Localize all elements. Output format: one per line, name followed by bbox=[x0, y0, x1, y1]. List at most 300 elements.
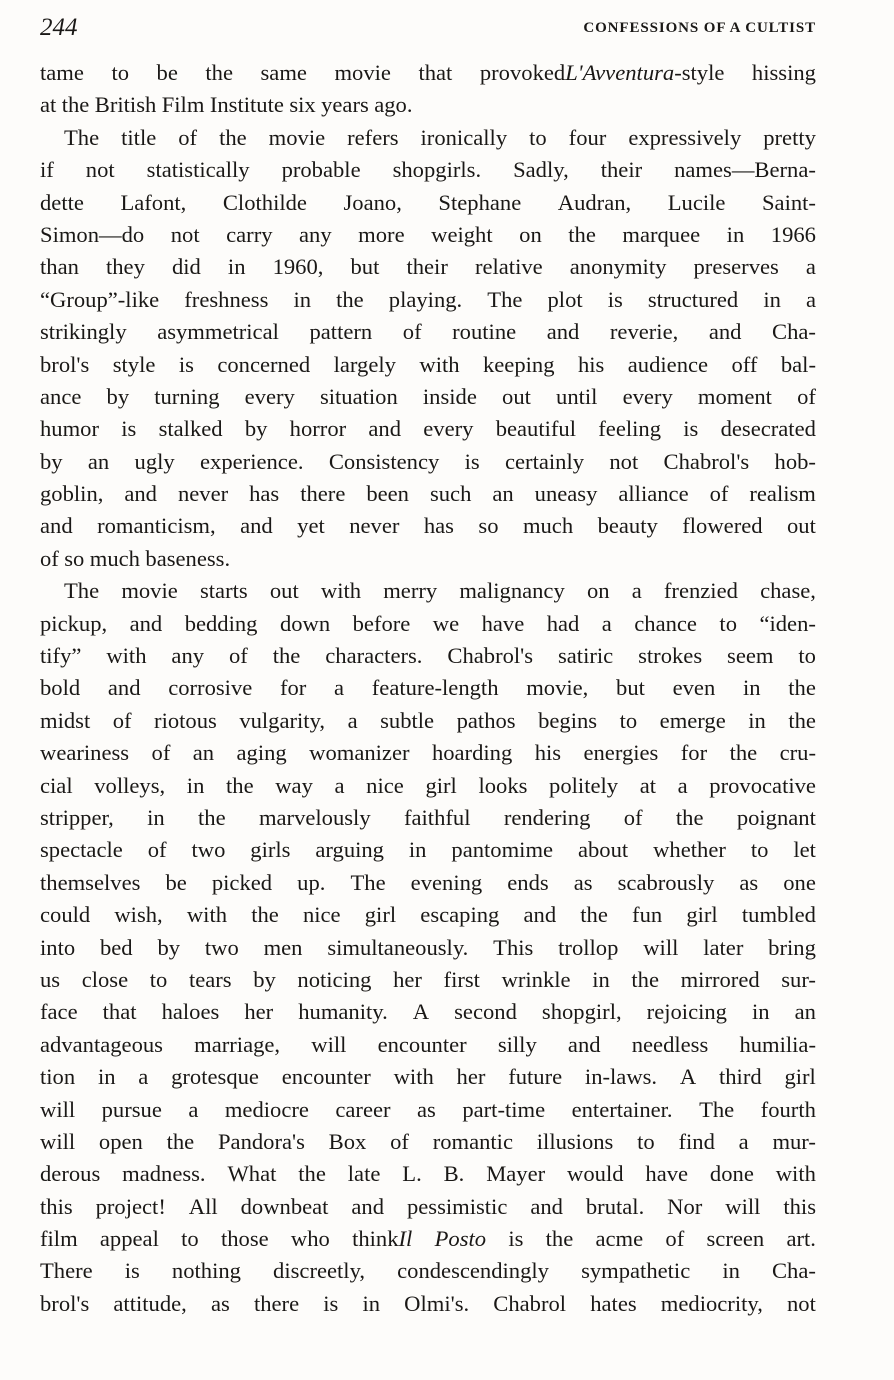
word: horror bbox=[289, 416, 347, 442]
word: has bbox=[249, 481, 280, 507]
word: for bbox=[279, 675, 307, 701]
word: needless bbox=[631, 1031, 709, 1057]
word: pathos bbox=[456, 707, 516, 733]
word: condescendingly bbox=[397, 1258, 549, 1284]
word: and bbox=[40, 513, 73, 539]
text-line bbox=[40, 802, 816, 834]
word: in bbox=[722, 1258, 740, 1284]
word: reverie, bbox=[609, 319, 679, 345]
text-line bbox=[40, 737, 816, 769]
word: not bbox=[85, 157, 115, 183]
word: nice bbox=[366, 772, 404, 798]
word: an bbox=[492, 481, 514, 507]
word: is bbox=[323, 1290, 339, 1316]
word: to bbox=[637, 1128, 655, 1154]
word: A bbox=[679, 1064, 697, 1090]
word: There bbox=[40, 1258, 93, 1284]
word: four bbox=[568, 124, 607, 150]
word: preserves bbox=[693, 254, 779, 280]
word: in bbox=[592, 966, 610, 992]
word: noticing bbox=[297, 966, 372, 992]
word: at bbox=[639, 772, 657, 798]
text-line bbox=[40, 316, 816, 348]
word: with bbox=[419, 351, 460, 377]
word: nice bbox=[302, 902, 341, 928]
word: and bbox=[129, 610, 163, 636]
word: of bbox=[228, 643, 248, 669]
word: pretty bbox=[763, 124, 816, 150]
word: situation bbox=[319, 383, 398, 409]
word: humanity. bbox=[298, 999, 388, 1025]
text-line bbox=[40, 413, 816, 445]
word: one bbox=[783, 869, 816, 895]
word: feature-length bbox=[371, 675, 499, 701]
word: part-time bbox=[462, 1096, 546, 1122]
word: alliance bbox=[618, 481, 689, 507]
word: movie bbox=[121, 578, 178, 604]
word: rendering bbox=[503, 804, 591, 830]
word: audience bbox=[627, 351, 709, 377]
word: weight bbox=[431, 221, 493, 247]
word: experience. bbox=[200, 448, 304, 474]
word: expressively bbox=[628, 124, 742, 150]
text-line bbox=[40, 510, 816, 542]
word: satiric bbox=[557, 643, 614, 669]
word: 1960, bbox=[272, 254, 324, 280]
word: the bbox=[198, 804, 226, 830]
word: a bbox=[677, 772, 688, 798]
word: ends bbox=[507, 869, 549, 895]
word: out bbox=[502, 383, 531, 409]
word: flowered bbox=[682, 513, 763, 539]
word: in bbox=[748, 707, 766, 733]
word: anonymity bbox=[569, 254, 667, 280]
word: womanizer bbox=[309, 740, 410, 766]
word: emerge bbox=[659, 707, 726, 733]
word: subtle bbox=[380, 707, 435, 733]
word: arguing bbox=[315, 837, 384, 863]
word: they bbox=[105, 254, 145, 280]
word: her bbox=[456, 1064, 486, 1090]
text-line bbox=[40, 219, 816, 251]
text-line bbox=[40, 1061, 816, 1093]
word: girl bbox=[425, 772, 457, 798]
word: and bbox=[124, 481, 157, 507]
word: much bbox=[89, 545, 140, 571]
word: mirrored bbox=[680, 966, 760, 992]
word: mediocre bbox=[224, 1096, 309, 1122]
word: their bbox=[406, 254, 448, 280]
word: tears bbox=[188, 966, 232, 992]
word: way bbox=[275, 772, 313, 798]
text-line bbox=[40, 575, 816, 607]
word: the bbox=[729, 740, 758, 766]
word: by bbox=[253, 966, 276, 992]
word: Pandora's bbox=[217, 1128, 305, 1154]
word: off bbox=[731, 351, 758, 377]
word: every bbox=[622, 383, 673, 409]
word: humilia- bbox=[739, 1031, 816, 1057]
word: volleys, bbox=[94, 772, 166, 798]
word: be bbox=[165, 869, 187, 895]
page-number: 244 bbox=[40, 14, 78, 41]
word: her bbox=[244, 999, 274, 1025]
word: is bbox=[464, 448, 480, 474]
word: an bbox=[794, 999, 816, 1025]
word: pursue bbox=[101, 1096, 162, 1122]
word: six bbox=[289, 92, 316, 118]
word: a bbox=[631, 578, 642, 604]
word: if bbox=[40, 157, 54, 183]
word: appeal bbox=[99, 1226, 159, 1252]
word: second bbox=[454, 999, 517, 1025]
word: did bbox=[171, 254, 201, 280]
word: girl bbox=[784, 1064, 816, 1090]
word: movie, bbox=[526, 675, 589, 701]
word: to bbox=[149, 966, 168, 992]
text-line bbox=[40, 446, 816, 478]
word: the bbox=[219, 124, 247, 150]
word: of bbox=[147, 837, 167, 863]
word: What bbox=[227, 1161, 277, 1187]
word: Cha- bbox=[772, 319, 816, 345]
text-line bbox=[40, 640, 816, 672]
word: close bbox=[81, 966, 129, 992]
word: in bbox=[97, 1064, 116, 1090]
word: Joano, bbox=[343, 189, 402, 215]
word: and bbox=[546, 319, 580, 345]
word: up. bbox=[297, 869, 326, 895]
word: face bbox=[40, 999, 78, 1025]
word: looks bbox=[478, 772, 528, 798]
word: hob- bbox=[774, 448, 816, 474]
word: fun bbox=[632, 902, 663, 928]
word: much bbox=[522, 513, 574, 539]
word: but bbox=[350, 254, 380, 280]
word: the bbox=[272, 643, 301, 669]
word: have bbox=[645, 1161, 689, 1187]
text-line bbox=[40, 478, 816, 510]
word: in bbox=[362, 1290, 381, 1316]
word: Consistency bbox=[328, 448, 440, 474]
word: chase, bbox=[760, 578, 816, 604]
word: Chabrol's bbox=[447, 643, 534, 669]
word: as bbox=[210, 1290, 230, 1316]
word: by bbox=[106, 383, 130, 409]
word: B. bbox=[443, 1161, 465, 1187]
word: their bbox=[600, 157, 643, 183]
word: faithful bbox=[403, 804, 471, 830]
word: carry bbox=[226, 221, 273, 247]
word: stripper, bbox=[40, 804, 114, 830]
word: is bbox=[124, 1258, 140, 1284]
text-line bbox=[40, 1126, 816, 1158]
word: A bbox=[412, 999, 430, 1025]
word: encounter bbox=[377, 1031, 467, 1057]
word: Lafont, bbox=[120, 189, 187, 215]
word: marriage, bbox=[194, 1031, 281, 1057]
word: sur- bbox=[781, 966, 816, 992]
word: and bbox=[530, 1193, 563, 1219]
text-line bbox=[40, 89, 816, 121]
word: and bbox=[240, 513, 273, 539]
word: and bbox=[107, 675, 141, 701]
word: plot bbox=[547, 286, 583, 312]
word: hoarding bbox=[431, 740, 513, 766]
word: weariness bbox=[40, 740, 130, 766]
word: downbeat bbox=[240, 1193, 329, 1219]
word: Posto bbox=[434, 1226, 487, 1252]
word: project! bbox=[95, 1193, 166, 1219]
word: down bbox=[279, 610, 331, 636]
word: politely bbox=[549, 772, 619, 798]
word: desecrated bbox=[720, 416, 816, 442]
word: hissing bbox=[751, 60, 816, 85]
word: an bbox=[87, 448, 110, 474]
word: baseness. bbox=[145, 545, 231, 571]
word: to bbox=[181, 1226, 199, 1252]
word: madness. bbox=[122, 1161, 206, 1187]
word: the bbox=[675, 804, 704, 830]
word: of bbox=[178, 124, 198, 150]
word: shopgirls. bbox=[392, 157, 482, 183]
word: there bbox=[300, 481, 346, 507]
word: with bbox=[106, 643, 147, 669]
word: brol's bbox=[40, 1290, 90, 1316]
word: the bbox=[631, 966, 659, 992]
word: Mayer bbox=[486, 1161, 546, 1187]
word: begins bbox=[538, 707, 598, 733]
word: wish, bbox=[114, 902, 163, 928]
word: the bbox=[205, 60, 233, 85]
word: “iden- bbox=[759, 610, 816, 636]
word: than bbox=[40, 254, 79, 280]
word: on bbox=[586, 578, 610, 604]
word: bed bbox=[99, 934, 133, 960]
word: pessimistic bbox=[406, 1193, 508, 1219]
word: done bbox=[709, 1161, 754, 1187]
word: relative bbox=[474, 254, 543, 280]
word: is bbox=[178, 351, 194, 377]
word: turning bbox=[154, 383, 220, 409]
word: a bbox=[805, 254, 816, 280]
text-line bbox=[40, 867, 816, 899]
word: film bbox=[40, 1226, 78, 1252]
word: in bbox=[227, 254, 246, 280]
word: beautiful bbox=[495, 416, 577, 442]
word: is bbox=[607, 286, 623, 312]
word: in bbox=[752, 999, 770, 1025]
word: a bbox=[334, 675, 345, 701]
word: and bbox=[523, 902, 557, 928]
text-line bbox=[40, 608, 816, 640]
word: British bbox=[94, 92, 157, 118]
word: has bbox=[423, 513, 454, 539]
word: will bbox=[643, 934, 679, 960]
word: Audran, bbox=[557, 189, 632, 215]
word: stalked bbox=[158, 416, 223, 442]
text-line bbox=[40, 57, 816, 89]
word: as bbox=[739, 869, 759, 895]
word: aging bbox=[236, 740, 287, 766]
word: Lucile bbox=[667, 189, 726, 215]
word: a bbox=[601, 610, 612, 636]
word: third bbox=[718, 1064, 762, 1090]
word: ironically bbox=[420, 124, 508, 150]
text-line bbox=[40, 705, 816, 737]
text-line bbox=[40, 543, 816, 575]
word: in bbox=[293, 286, 312, 312]
word: of bbox=[112, 707, 132, 733]
word: romanticism, bbox=[97, 513, 216, 539]
word: is bbox=[683, 416, 699, 442]
word: more bbox=[358, 221, 405, 247]
text-line bbox=[40, 284, 816, 316]
word: refers bbox=[347, 124, 399, 150]
word: bold bbox=[40, 675, 81, 701]
word: riotous bbox=[154, 707, 217, 733]
word: the bbox=[580, 902, 608, 928]
word: malignancy bbox=[459, 578, 565, 604]
word: entertainer. bbox=[571, 1096, 673, 1122]
book-page bbox=[40, 0, 816, 1380]
word: title bbox=[121, 124, 157, 150]
book-title: CONFESSIONS OF A CULTIST bbox=[583, 20, 816, 36]
word: will bbox=[40, 1096, 76, 1122]
word: dette bbox=[40, 189, 84, 215]
word: girl bbox=[686, 902, 718, 928]
word: his bbox=[534, 740, 562, 766]
word: with bbox=[393, 1064, 434, 1090]
word: later bbox=[703, 934, 744, 960]
word: beauty bbox=[597, 513, 658, 539]
word: of bbox=[402, 319, 422, 345]
word: trollop bbox=[558, 934, 619, 960]
text-line bbox=[40, 770, 816, 802]
word: the bbox=[545, 1226, 574, 1252]
word: that bbox=[418, 60, 453, 85]
word: sympathetic bbox=[581, 1258, 691, 1284]
word: seem bbox=[727, 643, 774, 669]
word: this bbox=[783, 1193, 816, 1219]
word: a bbox=[334, 772, 345, 798]
text-line bbox=[40, 899, 816, 931]
word: feeling bbox=[598, 416, 661, 442]
word: will bbox=[40, 1128, 76, 1154]
word: pickup, bbox=[40, 610, 108, 636]
text-line bbox=[40, 154, 816, 186]
word: concerned bbox=[217, 351, 311, 377]
word: The bbox=[64, 578, 100, 604]
word: 1966 bbox=[770, 221, 816, 247]
word: realism bbox=[749, 481, 816, 507]
word: and bbox=[567, 1031, 601, 1057]
word: a bbox=[347, 707, 358, 733]
word: provocative bbox=[709, 772, 816, 798]
word: Box bbox=[328, 1128, 367, 1154]
word: This bbox=[493, 934, 534, 960]
word: cru- bbox=[779, 740, 816, 766]
word: with bbox=[320, 578, 362, 604]
word: in bbox=[186, 772, 205, 798]
word: the bbox=[788, 675, 816, 701]
word: girl bbox=[364, 902, 397, 928]
text-line bbox=[40, 996, 816, 1028]
word: pantomime bbox=[451, 837, 554, 863]
word: men bbox=[263, 934, 303, 960]
word: brutal. bbox=[585, 1193, 645, 1219]
word: find bbox=[678, 1128, 715, 1154]
text-line bbox=[40, 1288, 816, 1320]
word: inside bbox=[422, 383, 477, 409]
word: of bbox=[390, 1128, 409, 1154]
body-text bbox=[40, 57, 816, 1320]
word: his bbox=[577, 351, 605, 377]
word: illusions bbox=[536, 1128, 614, 1154]
word: the bbox=[298, 1161, 326, 1187]
word: The bbox=[350, 869, 386, 895]
word: the bbox=[788, 707, 816, 733]
word: those bbox=[220, 1226, 269, 1252]
word: would bbox=[567, 1161, 624, 1187]
word: the bbox=[166, 1128, 195, 1154]
text-line bbox=[40, 1223, 816, 1255]
word: keeping bbox=[482, 351, 555, 377]
word: with bbox=[775, 1161, 816, 1187]
word: picked bbox=[211, 869, 273, 895]
word: names—Berna- bbox=[674, 157, 816, 183]
word: frenzied bbox=[663, 578, 738, 604]
word: by bbox=[244, 416, 268, 442]
word: playing. bbox=[388, 286, 463, 312]
text-line bbox=[40, 122, 816, 154]
text-line bbox=[40, 349, 816, 381]
word: shopgirl, bbox=[541, 999, 622, 1025]
word: The bbox=[699, 1096, 735, 1122]
word: let bbox=[793, 837, 816, 863]
word: be bbox=[156, 60, 178, 85]
word: in bbox=[763, 286, 781, 312]
word: not bbox=[170, 221, 200, 247]
word: until bbox=[556, 383, 598, 409]
word: Film bbox=[161, 92, 205, 118]
word: have bbox=[481, 610, 525, 636]
word: into bbox=[40, 934, 76, 960]
word: every bbox=[244, 383, 295, 409]
word: as bbox=[417, 1096, 436, 1122]
text-line bbox=[40, 932, 816, 964]
word: midst bbox=[40, 707, 91, 733]
word: to bbox=[619, 707, 638, 733]
word: years bbox=[321, 92, 369, 118]
word: any bbox=[299, 221, 332, 247]
word: future bbox=[508, 1064, 563, 1090]
word: as bbox=[573, 869, 593, 895]
word: cial bbox=[40, 772, 73, 798]
word: to bbox=[719, 610, 737, 636]
word: Saint- bbox=[761, 189, 816, 215]
word: haloes bbox=[161, 999, 220, 1025]
word: before bbox=[352, 610, 411, 636]
word: hates bbox=[590, 1290, 637, 1316]
word: poignant bbox=[736, 804, 816, 830]
word: L. bbox=[402, 1161, 422, 1187]
word: a bbox=[188, 1096, 199, 1122]
word: there bbox=[253, 1290, 300, 1316]
word: out bbox=[269, 578, 299, 604]
word: grotesque bbox=[171, 1064, 259, 1090]
text-line bbox=[40, 834, 816, 866]
